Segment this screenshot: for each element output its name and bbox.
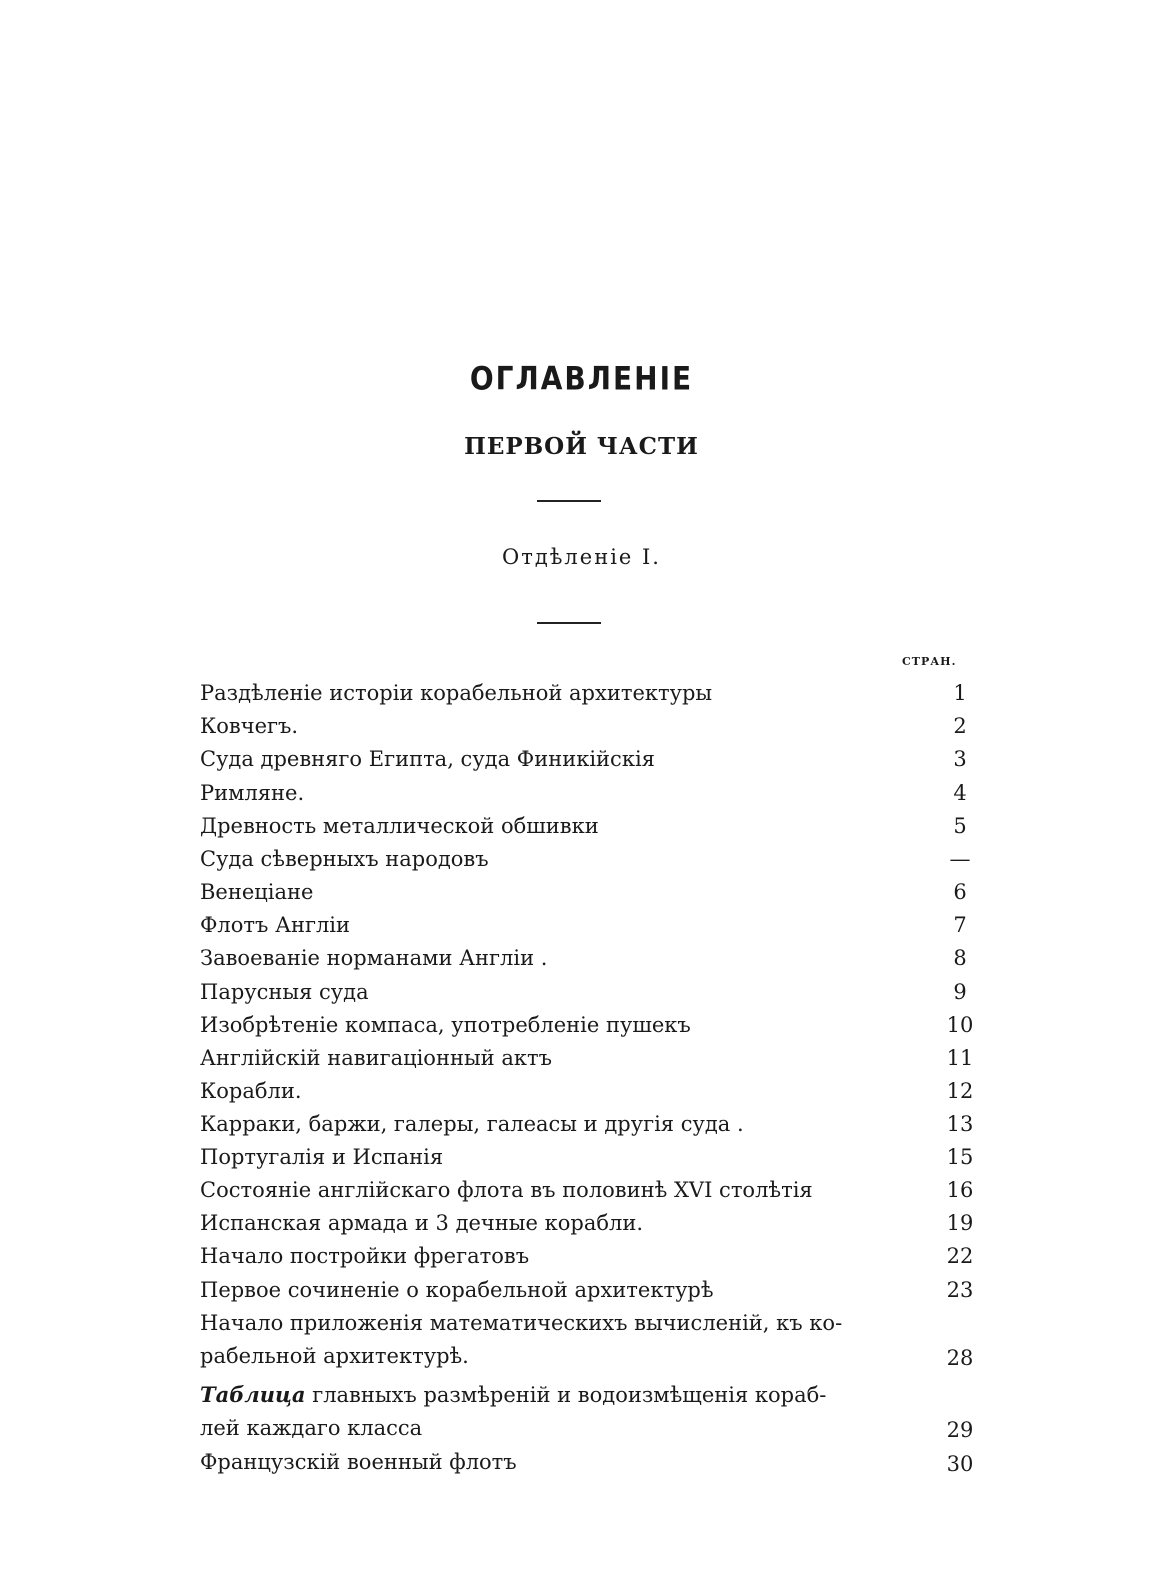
toc-entry-title: Парусныя суда <box>200 980 369 1004</box>
toc-entry-page: 30 <box>946 1452 974 1476</box>
toc-entry-title: Англійскій навигаціонный актъ <box>200 1046 552 1070</box>
toc-entry-title: Суда сѣверныхъ народовъ <box>200 847 489 871</box>
toc-entry-page: 2 <box>953 714 967 738</box>
toc-entry-title: Древность металлической обшивки <box>200 814 599 838</box>
toc-entry-title: Раздѣленіе исторіи корабельной архитектуры <box>200 681 713 705</box>
toc-entry-title: Флотъ Англіи <box>200 913 351 937</box>
toc-entry-title: Суда древняго Египта, суда Финикійскія <box>200 747 655 771</box>
toc-entry-page: 7 <box>953 913 967 937</box>
toc-entry-page: — <box>949 847 971 871</box>
part-subtitle: ПЕРВОЙ ЧАСТИ <box>464 433 699 460</box>
toc-entry-title: Первое сочиненіе о корабельной архитектурѣ <box>200 1278 714 1302</box>
toc-entry-title: Начало постройки фрегатовъ <box>200 1244 530 1268</box>
toc-entry-title: Ковчегъ. <box>200 714 299 738</box>
toc-entry-page: 6 <box>953 880 967 904</box>
toc-entry-page: 5 <box>953 814 967 838</box>
toc-entry-page: 22 <box>946 1244 974 1268</box>
toc-entry-title-line1: Начало приложенія математическихъ вычисленій, къ ко- <box>200 1311 843 1335</box>
toc-entry-title-line2: лей каждаго класса <box>200 1416 423 1440</box>
toc-entry-title: Португалія и Испанія <box>200 1145 444 1169</box>
page-column-label: СТРАН. <box>902 655 957 668</box>
toc-entry-title: Состояніе англійскаго флота въ половинѣ XVI столѣтія <box>200 1178 813 1202</box>
toc-entry-page: 9 <box>953 980 967 1004</box>
toc-entry-page: 8 <box>953 946 967 970</box>
toc-entry-page: 16 <box>946 1178 974 1202</box>
toc-entry-title: Завоеваніе норманами Англіи . <box>200 946 548 970</box>
toc-entry-title: Изобрѣтеніе компаса, употребленіе пушекъ <box>200 1013 691 1037</box>
toc-entry-page: 12 <box>946 1079 974 1103</box>
toc-entry-page: 3 <box>953 747 967 771</box>
toc-entry-title-rest: главныхъ размѣреній и водоизмѣщенія кораб- <box>305 1383 827 1407</box>
section-heading: Отдѣленіе I. <box>502 545 661 569</box>
page-title: ОГЛАВЛЕНІЕ <box>469 359 694 398</box>
toc-entry-title: Римляне. <box>200 781 305 805</box>
toc-entry-page: 13 <box>946 1112 974 1136</box>
toc-entry-page: 29 <box>946 1418 974 1442</box>
toc-entry-page: 1 <box>953 681 967 705</box>
toc-entry-title: Испанская армада и 3 дечные корабли. <box>200 1211 644 1235</box>
toc-entry-title: Французскій военный флотъ <box>200 1450 517 1474</box>
toc-entry-page: 28 <box>946 1346 974 1370</box>
toc-entry-title-line2: рабельной архитектурѣ. <box>200 1344 469 1368</box>
toc-entry-page: 4 <box>953 781 967 805</box>
toc-entry-title-line1 <box>200 1380 826 1410</box>
toc-entry-page: 11 <box>946 1046 974 1070</box>
toc-entry-page: 23 <box>946 1278 974 1302</box>
toc-entry-page: 15 <box>946 1145 974 1169</box>
toc-entry-italic-word: Таблица <box>200 1382 306 1407</box>
toc-entry-title: Венеціане <box>200 880 314 904</box>
toc-entry-title: Корабли. <box>200 1079 302 1103</box>
toc-entry-page: 10 <box>946 1013 974 1037</box>
toc-entry-page: 19 <box>946 1211 974 1235</box>
toc-entry-title: Карраки, баржи, галеры, галеасы и другія суда . <box>200 1112 744 1136</box>
